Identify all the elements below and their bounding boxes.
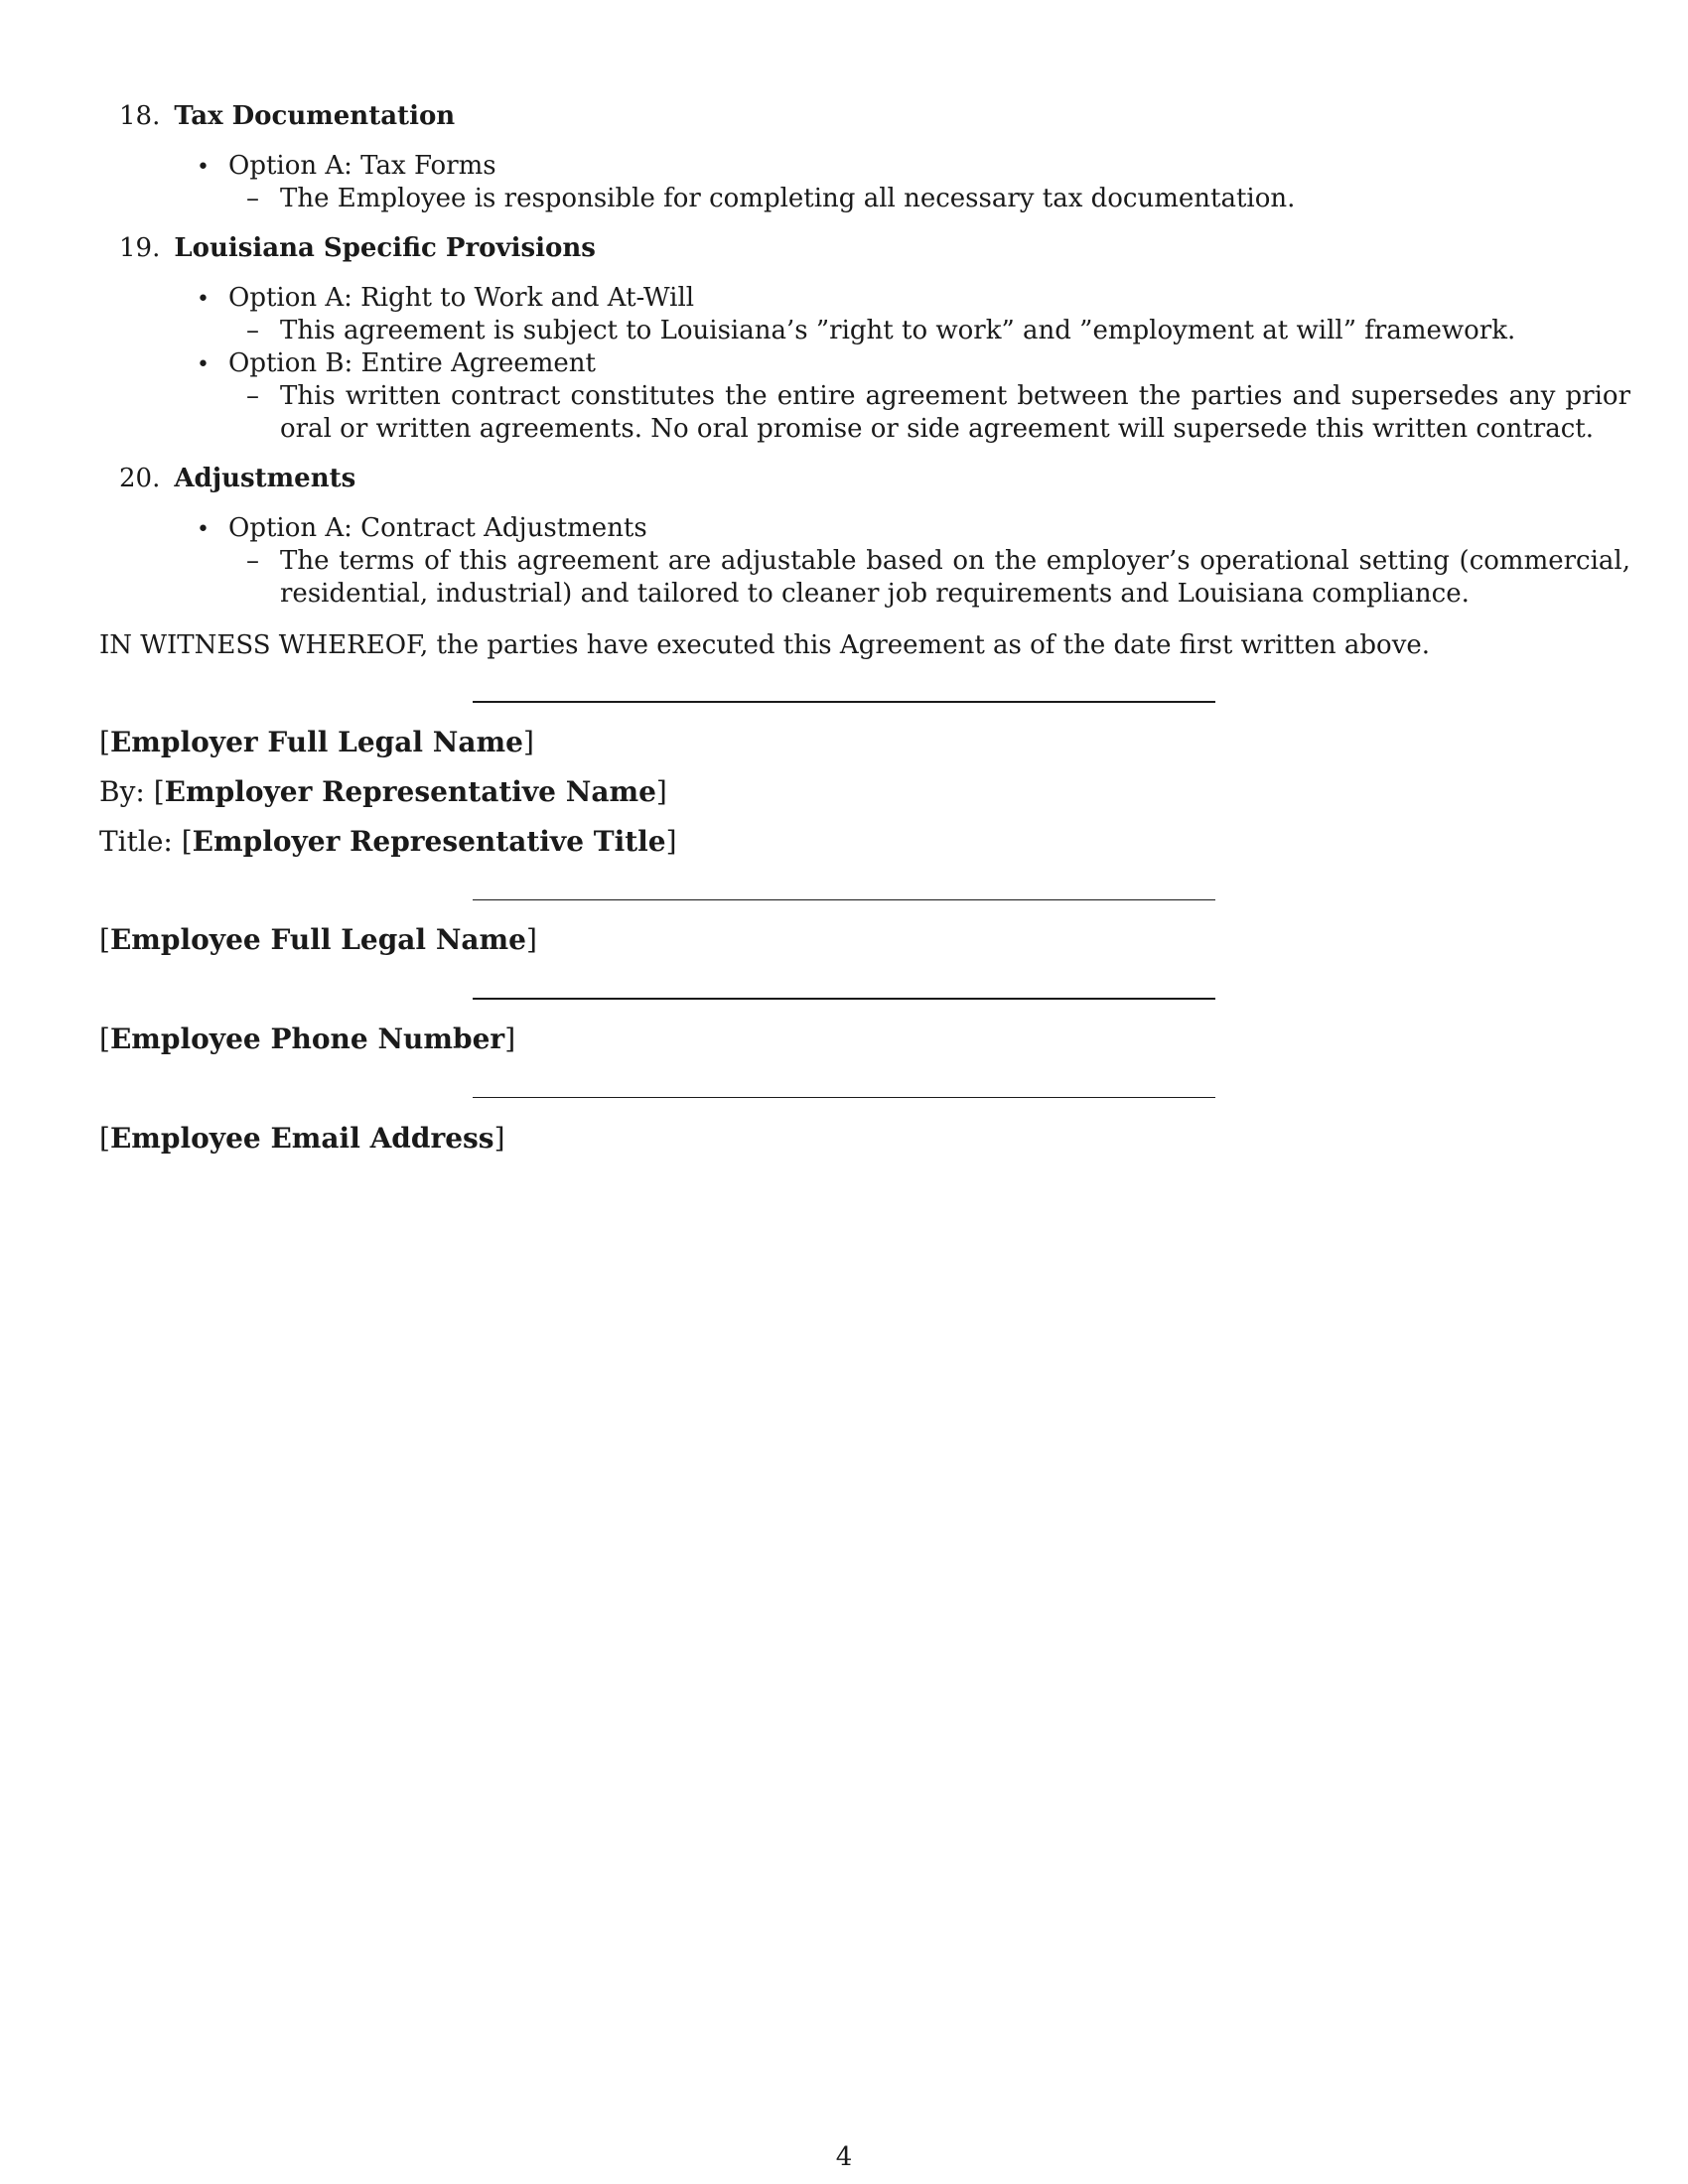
bullet-icon: • [197, 517, 210, 542]
employee-email-line[interactable] [473, 1097, 1215, 1098]
option-detail-text: The terms of this agreement are adjustable based on the employer’s operational setting (commercial, residential, industrial) and tailored to cleaner job requirements and Louisiana compliance. [280, 546, 1630, 609]
employee-name: [Employee Full Legal Name] [99, 923, 537, 956]
option-detail [246, 315, 1630, 347]
title-label: Title: [99, 825, 173, 858]
section-number: 19. [119, 233, 161, 263]
bullet-icon: • [197, 352, 210, 377]
option-label: Option A: Tax Forms [228, 151, 496, 181]
employer-rep-title-text: Employer Representative Title [192, 825, 666, 858]
section-heading [119, 463, 355, 494]
employer-name: [Employer Full Legal Name] [99, 726, 534, 758]
option-item [197, 512, 647, 546]
employee-phone-text: Employee Phone Number [109, 1023, 505, 1055]
option-label: Option B: Entire Agreement [228, 348, 596, 378]
employer-signature-line[interactable] [473, 701, 1215, 703]
dash-icon: – [246, 381, 259, 411]
option-detail-text: This agreement is subject to Louisiana’s ”right to work” and ”employment at will” framework. [280, 316, 1516, 345]
dash-icon: – [246, 316, 259, 345]
section-title: Adjustments [174, 464, 356, 493]
employee-signature-line[interactable] [473, 899, 1215, 900]
employee-phone-line[interactable] [473, 998, 1215, 1000]
page-number: 4 [835, 2142, 853, 2172]
option-detail [246, 545, 1630, 611]
option-label: Option A: Contract Adjustments [228, 513, 647, 543]
option-item [197, 282, 694, 316]
dash-icon: – [246, 546, 259, 576]
section-title: Tax Documentation [174, 101, 456, 131]
bullet-icon: • [197, 287, 210, 312]
employer-rep-title: Title: [Employer Representative Title] [99, 825, 677, 858]
employee-email: [Employee Email Address] [99, 1122, 505, 1155]
employer-name-text: Employer Full Legal Name [109, 726, 523, 758]
employer-rep-name-text: Employer Representative Name [164, 775, 656, 808]
option-label: Option A: Right to Work and At-Will [228, 283, 695, 313]
witness-clause: IN WITNESS WHEREOF, the parties have executed this Agreement as of the date first written above. [99, 630, 1431, 660]
section-number: 20. [119, 464, 161, 493]
employer-rep-name: By: [Employer Representative Name] [99, 775, 667, 808]
section-heading [119, 232, 596, 264]
by-label: By: [99, 775, 145, 808]
section-heading [119, 100, 455, 132]
option-detail-text: This written contract constitutes the entire agreement between the parties and supersedes any prior oral or written agreements. No oral promise or side agreement will supersede this written contract. [280, 381, 1630, 444]
option-detail [246, 380, 1630, 446]
option-detail [246, 183, 1630, 215]
bullet-icon: • [197, 155, 210, 180]
option-item [197, 150, 496, 184]
section-number: 18. [119, 101, 161, 131]
option-item [197, 347, 596, 381]
dash-icon: – [246, 184, 259, 213]
employee-phone: [Employee Phone Number] [99, 1023, 516, 1055]
employee-email-text: Employee Email Address [109, 1122, 494, 1155]
employee-name-text: Employee Full Legal Name [109, 923, 526, 956]
option-detail-text: The Employee is responsible for completing all necessary tax documentation. [280, 184, 1296, 213]
section-title: Louisiana Specific Provisions [174, 233, 596, 263]
